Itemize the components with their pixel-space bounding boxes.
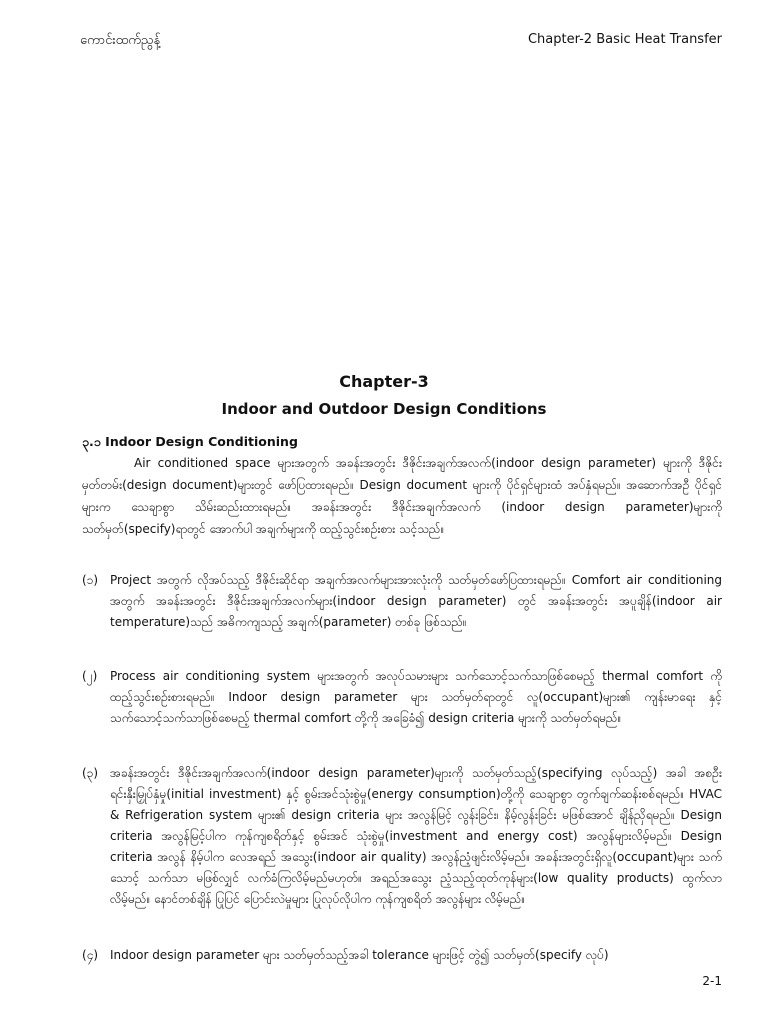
list-item-number: (၁) bbox=[82, 573, 99, 587]
list-item-text: Indoor design parameter များ သတ်မှတ်သည့်အခါ tolerance များဖြင့် တွဲ၍ သတ်မှတ်(specify လုပ်) bbox=[110, 948, 609, 962]
list-item-number: (၃) bbox=[82, 766, 99, 780]
section-intro-paragraph: Air conditioned space များအတွက် အခန်းအတွင်း ဒီဇိုင်းအချက်အလက်(indoor design parameter) များကို ဒီဇိုင်းမှတ်တမ်း(design document)များတွင် ဖော်ပြထားရမည်။ Design document များကို ပိုင်ရှင်များထံ အပ်နှံရမည်။ အဆောက်အဦ ပိုင်ရှင်များက သေချာစွာ သိမ်းဆည်းထားရမည်။ အခန်းအတွင်း ဒီဇိုင်းအချက်အလက် (indoor design parameter)များကို သတ်မှတ်(specify)ရာတွင် အောက်ပါ အချက်များကို ထည့်သွင်းစဉ်းစား သင့်သည်။ bbox=[82, 456, 722, 536]
list-item-text: အခန်းအတွင်း ဒီဇိုင်းအချက်အလက်(indoor design parameter)များကို သတ်မှတ်သည့်(specifying လုပ်သည့်) အခါ အစဦး ရင်းနှီးမြှုပ်နှံမှု(initial investment) နှင့် စွမ်းအင်သုံးစွဲမှု(energy consumption)တို့ကို သေချာစွာ တွက်ချက်ဆန်းစစ်ရမည်။ HVAC & Refrigeration system များ၏ design criteria များ အလွန်မြင့် လွန်းခြင်း၊ နိမ့်လွန်းခြင်း မဖြစ်အောင် ချိန်ညှိရမည်။ Design criteria အလွန်မြင့်ပါက ကုန်ကျစရိတ်နှင့် စွမ်းအင် သုံးစွဲမှု(investment and energy cost) အလွန်များလိမ့်မည်။ Design criteria အလွန် နိမ့်ပါက လေအရည် အသွေး(indoor air quality) အလွန်ညံ့ဖျင်းလိမ့်မည်။ အခန်းအတွင်းရှိလူ(occupant)များ သက်သောင့် သက်သာ မဖြစ်လျှင် လက်ခံကြလိမ့်မည်မဟုတ်။ အရည်အသွေး ညံ့သည့်ထုတ်ကုန်များ(low quality products) ထွက်လာလိမ့်မည်။ နောင်တစ်ချိန် ပြုပြင် ပြောင်းလဲမှုများ ပြုလုပ်လိုပါက ကုန်ကျစရိတ် အလွန်များ လိမ့်မည်။ bbox=[110, 766, 722, 906]
list-item-2 bbox=[82, 666, 722, 729]
section-heading: ၃.၁ Indoor Design Conditioning bbox=[82, 434, 298, 449]
chapter-subtitle: Indoor and Outdoor Design Conditions bbox=[221, 400, 547, 418]
list-item-4 bbox=[82, 945, 722, 966]
list-item-number: (၄) bbox=[82, 948, 99, 962]
page-number: 2-1 bbox=[702, 974, 722, 988]
list-item-3 bbox=[82, 763, 722, 910]
page-header-right: Chapter-2 Basic Heat Transfer bbox=[527, 32, 722, 47]
chapter-title: Chapter-3 bbox=[339, 372, 429, 391]
page-header-left: ကောင်းထက်ညွန့် bbox=[80, 33, 161, 48]
list-item-number: (၂) bbox=[82, 669, 98, 683]
list-item-1 bbox=[82, 570, 722, 633]
list-item-text: Process air conditioning system များအတွက် အလုပ်သမားများ သက်သောင့်သက်သာဖြစ်စေမည့် thermal comfort ကို ထည့်သွင်းစဉ်းစားရမည်။ Indoor design parameter များ သတ်မှတ်ရာတွင် လူ(occupant)များ၏ ကျန်းမာရေး နှင့် သက်သောင့်သက်သာဖြစ်စေမည့် thermal comfort တို့ကို အခြေခံ၍ design criteria များကို သတ်မှတ်ရမည်။ bbox=[110, 669, 722, 725]
list-item-text: Project အတွက် လိုအပ်သည့် ဒီဇိုင်းဆိုင်ရာ အချက်အလက်များအားလုံးကို သတ်မှတ်ဖော်ပြထားရမည်။ Comfort air conditioning အတွက် အခန်းအတွင်း ဒီဇိုင်းအချက်အလက်များ(indoor design parameter) တွင် အခန်းအတွင်း အပူချိန်(indoor air temperature)သည် အဓိကကျသည့် အချက်(parameter) တစ်ခု ဖြစ်သည်။ bbox=[110, 573, 722, 629]
